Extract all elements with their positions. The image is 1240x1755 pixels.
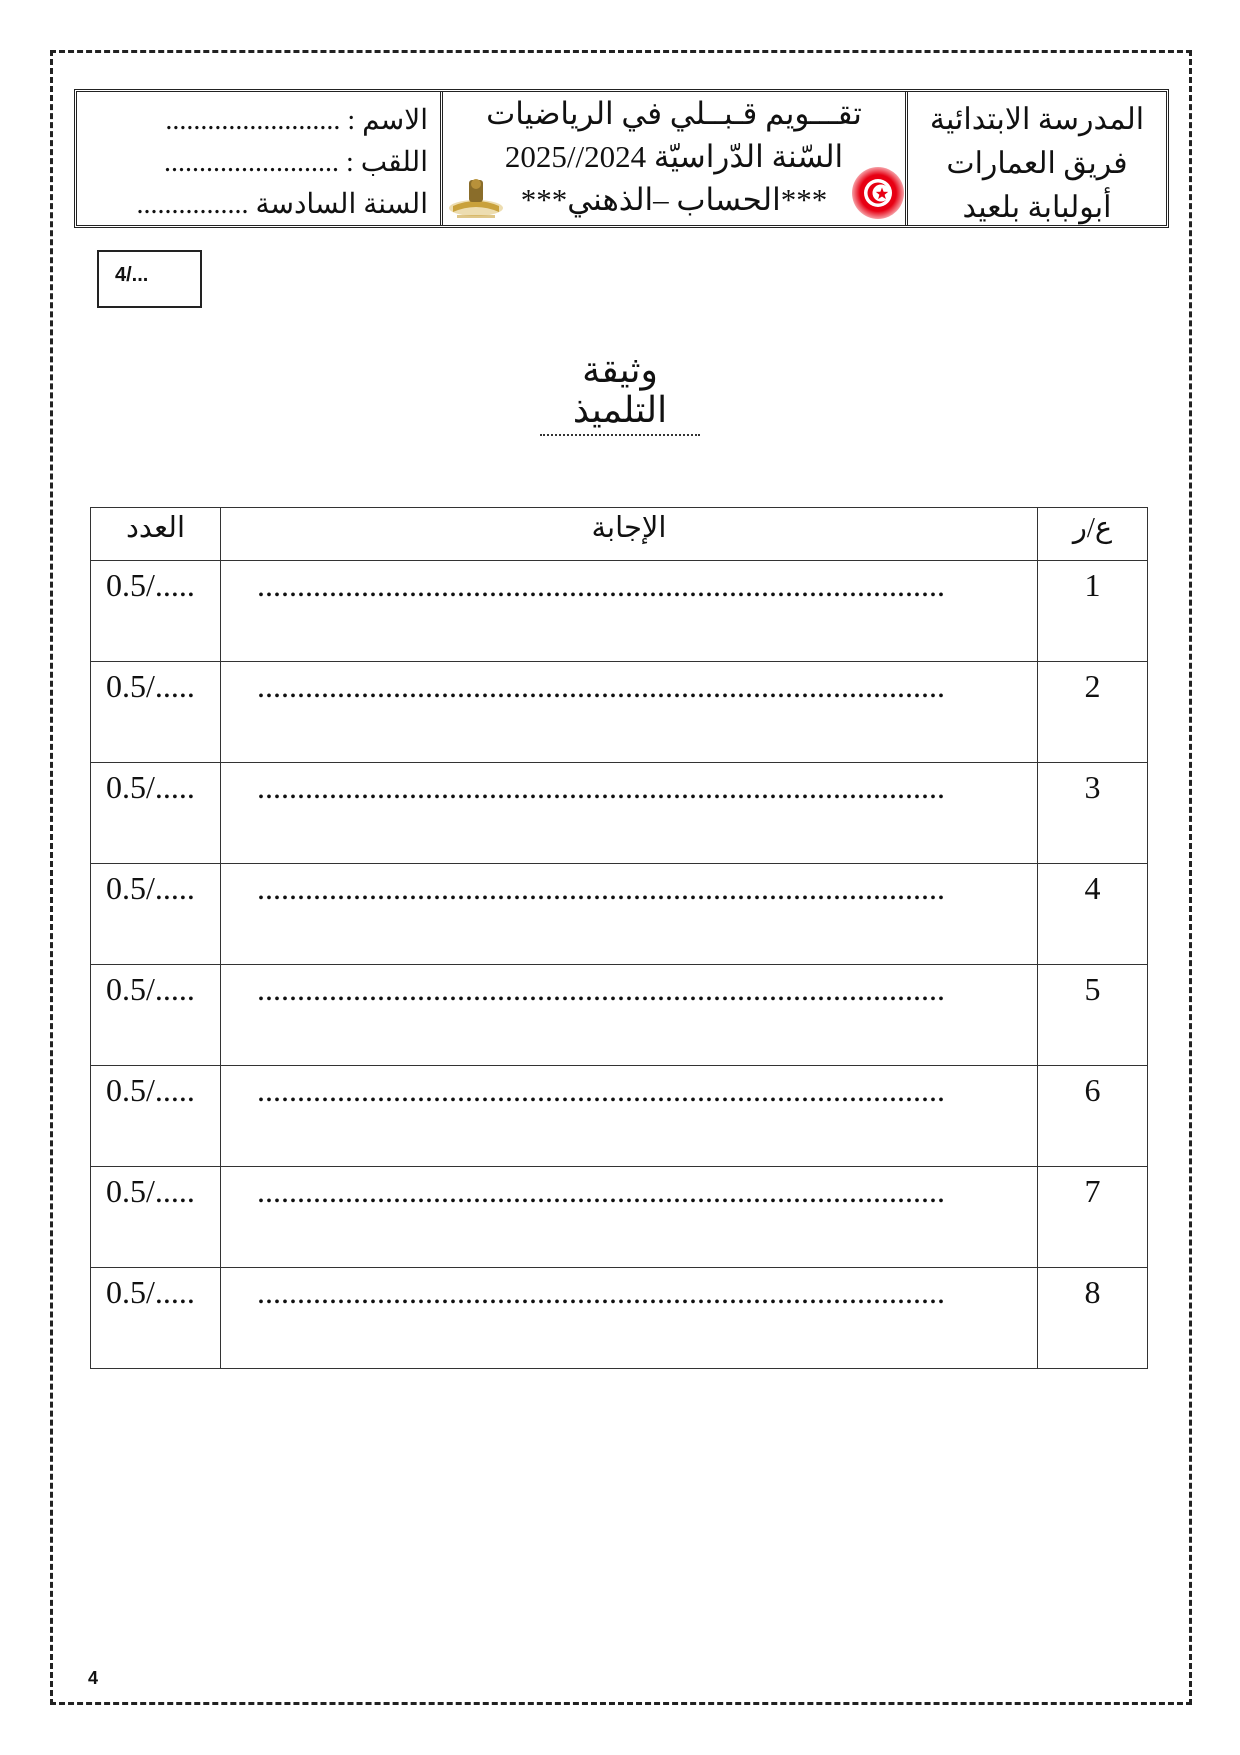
row-number: 1 [1038, 561, 1148, 662]
school-name: المدرسة الابتدائية [929, 103, 1145, 136]
grade-field[interactable]: السنة السادسة ................ [136, 189, 428, 220]
answer-cell[interactable]: ...................................................................................... [221, 662, 1038, 763]
answer-cell[interactable]: ...................................................................................... [221, 1268, 1038, 1369]
score-cell[interactable]: 0.5/..... [91, 864, 221, 965]
exam-title: تقـــويم قـبــلي في الرياضيات [486, 96, 862, 131]
score-cell[interactable]: 0.5/..... [91, 763, 221, 864]
exam-topic: ***الحساب –الذهني*** [520, 182, 828, 217]
header-score: العدد [91, 508, 221, 561]
row-number: 3 [1038, 763, 1148, 864]
row-number: 6 [1038, 1066, 1148, 1167]
table-row [91, 864, 1148, 965]
table-row [91, 1066, 1148, 1167]
answer-cell[interactable]: ...................................................................................... [221, 965, 1038, 1066]
table-row [91, 1268, 1148, 1369]
tunisia-flag-icon [851, 166, 905, 220]
school-info-cell [908, 92, 1166, 225]
row-number: 5 [1038, 965, 1148, 1066]
answer-cell[interactable]: ...................................................................................... [221, 864, 1038, 965]
table-row [91, 965, 1148, 1066]
answer-table [90, 507, 1148, 1369]
answer-cell[interactable]: ...................................................................................... [221, 561, 1038, 662]
answer-cell[interactable]: ...................................................................................... [221, 763, 1038, 864]
total-score-box[interactable] [97, 250, 202, 308]
header-number: ع/ر [1038, 508, 1148, 561]
school-team: فريق العمارات [946, 147, 1128, 180]
name-field[interactable]: الاسم : ......................... [165, 105, 428, 136]
score-cell[interactable]: 0.5/..... [91, 662, 221, 763]
total-score-label: 4/... [115, 264, 149, 286]
table-header-row [91, 508, 1148, 561]
school-year: السّنة الدّراسيّة 2024//2025 [504, 139, 844, 174]
score-cell[interactable]: 0.5/..... [91, 1268, 221, 1369]
school-location: أبولبابة بلعيد [962, 191, 1112, 224]
answer-cell[interactable]: ...................................................................................... [221, 1167, 1038, 1268]
table-row [91, 561, 1148, 662]
table-row [91, 1167, 1148, 1268]
score-cell[interactable]: 0.5/..... [91, 965, 221, 1066]
page-title: وثيقة التلميذ [540, 350, 700, 436]
answer-cell[interactable]: ...................................................................................... [221, 1066, 1038, 1167]
student-info-cell [77, 92, 443, 225]
score-cell[interactable]: 0.5/..... [91, 1167, 221, 1268]
score-cell[interactable]: 0.5/..... [91, 1066, 221, 1167]
row-number: 2 [1038, 662, 1148, 763]
row-number: 7 [1038, 1167, 1148, 1268]
page-number: 4 [88, 1668, 99, 1688]
header-table [74, 89, 1169, 228]
table-row [91, 763, 1148, 864]
exam-info-cell [443, 92, 908, 225]
score-cell[interactable]: 0.5/..... [91, 561, 221, 662]
ministry-emblem-icon [447, 172, 505, 222]
surname-field[interactable]: اللقب : ......................... [163, 147, 428, 178]
table-row [91, 662, 1148, 763]
row-number: 4 [1038, 864, 1148, 965]
header-answer: الإجابة [221, 508, 1038, 561]
row-number: 8 [1038, 1268, 1148, 1369]
